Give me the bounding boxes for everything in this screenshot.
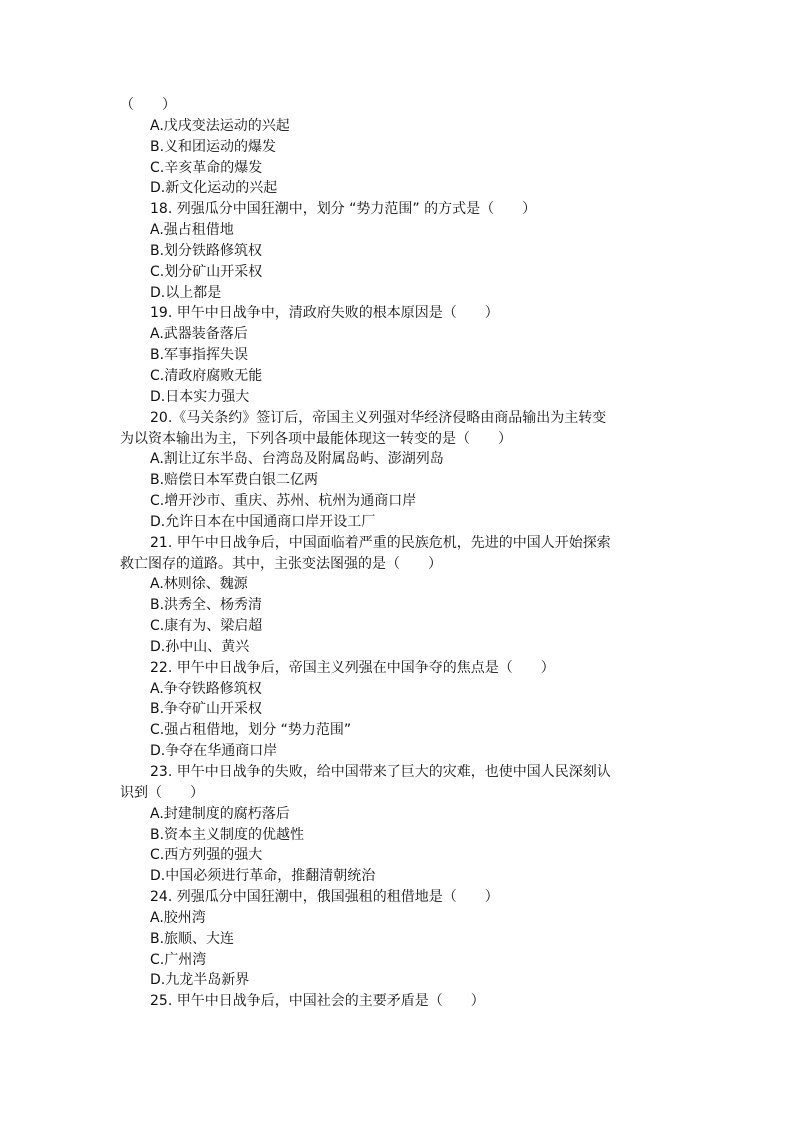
option-a: A.胶州湾 xyxy=(150,909,206,926)
option-c: C.辛亥革命的爆发 xyxy=(150,159,263,176)
option-d: D.新文化运动的兴起 xyxy=(150,180,278,197)
option-a: A.封建制度的腐朽落后 xyxy=(150,805,290,822)
option-a: A.割让辽东半岛、台湾岛及附属岛屿、澎湖列岛 xyxy=(150,451,444,468)
option-a: A.强占租借地 xyxy=(150,222,234,239)
option-c: C.划分矿山开采权 xyxy=(150,263,263,280)
option-b: B.义和团运动的爆发 xyxy=(150,138,277,155)
question-22: 22. 甲午中日战争后，帝国主义列强在中国争夺的焦点是（ ） xyxy=(150,659,555,676)
option-d: D.中国必须进行革命，推翻清朝统治 xyxy=(150,868,376,885)
question-23-continued: 识到（ ） xyxy=(120,784,204,801)
question-20-continued: 为以资本输出为主，下列各项中最能体现这一转变的是（ ） xyxy=(120,430,512,447)
option-d: D.孙中山、黄兴 xyxy=(150,638,250,655)
option-b: B.洪秀全、杨秀清 xyxy=(150,597,263,614)
option-d: D.争夺在华通商口岸 xyxy=(150,743,278,760)
option-c: C.强占租借地，划分 “势力范围” xyxy=(150,722,352,739)
option-a: A.武器装备落后 xyxy=(150,326,248,343)
question-18: 18. 列强瓜分中国狂潮中，划分 “势力范围” 的方式是（ ） xyxy=(150,201,537,218)
answer-blank: （ ） xyxy=(120,97,176,113)
option-c: C.西方列强的强大 xyxy=(150,847,263,864)
option-a: A.林则徐、魏源 xyxy=(150,576,248,593)
option-b: B.旅顺、大连 xyxy=(150,930,235,947)
option-d: D.日本实力强大 xyxy=(150,388,250,405)
option-b: B.资本主义制度的优越性 xyxy=(150,826,305,843)
question-20: 20.《马关条约》签订后，帝国主义列强对华经济侵略由商品输出为主转变 xyxy=(150,409,607,426)
option-d: D.允许日本在中国通商口岸开设工厂 xyxy=(150,513,376,530)
question-21-continued: 救亡图存的道路。其中，主张变法图强的是（ ） xyxy=(120,555,442,572)
option-b: B.划分铁路修筑权 xyxy=(150,242,263,259)
option-c: C.康有为、梁启超 xyxy=(150,618,263,635)
option-a: A.争夺铁路修筑权 xyxy=(150,680,262,697)
option-c: C.增开沙市、重庆、苏州、杭州为通商口岸 xyxy=(150,493,417,510)
option-a: A.戊戌变法运动的兴起 xyxy=(150,117,290,134)
question-list xyxy=(120,95,680,1012)
question-21: 21. 甲午中日战争后，中国面临着严重的民族危机，先进的中国人开始探索 xyxy=(150,534,611,551)
option-b: B.军事指挥失误 xyxy=(150,347,249,364)
question-24: 24. 列强瓜分中国狂潮中，俄国强租的租借地是（ ） xyxy=(150,889,499,906)
question-23: 23. 甲午中日战争的失败，给中国带来了巨大的灾难，也使中国人民深刻认 xyxy=(150,764,611,780)
option-c: C.清政府腐败无能 xyxy=(150,367,263,384)
question-19: 19. 甲午中日战争中，清政府失败的根本原因是（ ） xyxy=(150,305,499,322)
option-d: D.以上都是 xyxy=(150,284,222,301)
option-b: B.赔偿日本军费白银二亿两 xyxy=(150,472,319,489)
option-d: D.九龙半岛新界 xyxy=(150,972,250,989)
question-25: 25. 甲午中日战争后，中国社会的主要矛盾是（ ） xyxy=(150,993,485,1010)
option-c: C.广州湾 xyxy=(150,951,207,968)
option-b: B.争夺矿山开采权 xyxy=(150,701,263,718)
